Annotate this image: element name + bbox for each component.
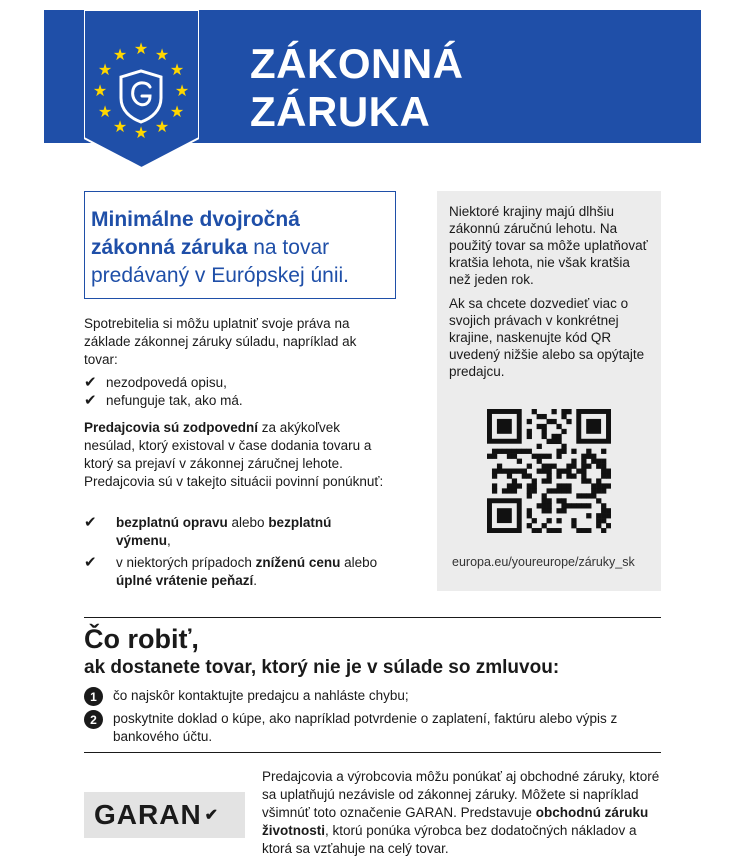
paragraph-rights: Spotrebitelia si môžu uplatniť svoje práva na základe zákonnej záruky súladu, napríklad ak tovar:	[84, 316, 357, 367]
svg-text:★: ★	[112, 117, 128, 136]
list-item	[84, 392, 384, 410]
svg-text:★: ★	[169, 102, 185, 121]
svg-text:★: ★	[97, 60, 113, 79]
section-subheading: ak dostanete tovar, ktorý nie je v súlade so zmluvou:	[84, 657, 560, 678]
text-or: alebo	[340, 555, 378, 570]
garan-logo-text: GARAN	[94, 799, 202, 830]
step-number: 1	[84, 687, 103, 706]
eu-guarantee-shield-icon	[84, 10, 199, 168]
check-icon: ✔	[84, 374, 97, 391]
text-period: .	[253, 573, 258, 588]
title-line-1: ZÁKONNÁ	[250, 40, 464, 87]
garan-text-bold: obchodnú záruku životnosti	[262, 805, 649, 838]
svg-text:★: ★	[133, 39, 149, 58]
step-number: 2	[84, 710, 103, 729]
nonconformity-list	[84, 374, 384, 410]
divider	[84, 752, 661, 753]
garan-description	[262, 768, 662, 858]
step-text: poskytnite doklad o kúpe, ako napríklad potvrdenie o zaplatení, faktúru alebo výpis z bankového účtu.	[113, 711, 618, 744]
svg-text:★: ★	[174, 81, 190, 100]
title-line-2: ZÁRUKA	[250, 88, 431, 135]
sidebar-paragraph-1: Niektoré krajiny majú dlhšiu zákonnú záručnú lehotu. Na použitý tovar sa môže uplatňovať kratšia lehota, nie však kratšia než jeden rok.	[449, 204, 648, 287]
text-comma: ,	[167, 533, 171, 548]
page-title	[250, 40, 463, 136]
check-icon: ✔	[204, 807, 220, 824]
step-item	[84, 710, 664, 746]
svg-text:★: ★	[92, 81, 108, 100]
check-icon: ✔	[84, 392, 97, 409]
list-item-text: nezodpovedá opisu,	[106, 375, 227, 390]
list-item	[84, 554, 389, 590]
intro-rest: na tovar predávaný v Európskej únii.	[91, 236, 349, 287]
svg-text:★: ★	[133, 123, 149, 142]
divider	[84, 617, 661, 618]
text-some-cases: v niektorých prípadoch	[116, 555, 256, 570]
svg-text:★: ★	[169, 60, 185, 79]
sidebar-paragraph-2: Ak sa chcete dozvedieť viac o svojich právach v konkrétnej krajine, naskenujte kód QR uvedený nižšie alebo sa opýtajte predajcu.	[449, 296, 645, 379]
list-item-text: nefunguje tak, ako má.	[106, 393, 243, 408]
garan-logo	[84, 792, 245, 838]
full-refund: úplné vrátenie peňazí	[116, 573, 254, 588]
step-item	[84, 687, 664, 706]
svg-text:★: ★	[154, 117, 170, 136]
list-item	[84, 514, 389, 550]
check-icon: ✔	[84, 514, 97, 531]
list-item-text	[106, 514, 389, 550]
info-url[interactable]: europa.eu/youreurope/záruky_sk	[452, 555, 635, 569]
step-text: čo najskôr kontaktujte predajcu a nahláste chybu;	[113, 688, 409, 703]
free-repair: bezplatnú opravu	[116, 515, 228, 530]
qr-code[interactable]	[487, 409, 611, 533]
remedies-list	[84, 514, 389, 590]
free-replacement: bezplatnú výmenu	[116, 515, 332, 548]
svg-text:★: ★	[154, 45, 170, 64]
intro-bold: Minimálne dvojročná zákonná záruka	[91, 208, 300, 259]
steps-list	[84, 687, 664, 750]
price-reduction: zníženú cenu	[255, 555, 341, 570]
sellers-rest: za akýkoľvek nesúlad, ktorý existoval v čase dodania tovaru a ktorý sa prejaví v zákonnej záručnej lehote. Predajcovia sú v takejto situácii povinní ponúknuť:	[84, 420, 384, 489]
garan-text-pre: Predajcovia a výrobcovia môžu ponúkať aj obchodné záruky, ktoré sa uplatňujú nezávisle od zákonnej záruky. Môžete si napríklad všimnúť toto označenie GARAN. Predstavuje	[262, 769, 660, 820]
list-item	[84, 374, 384, 392]
section-heading: Čo robiť,	[84, 624, 199, 654]
check-icon: ✔	[84, 554, 97, 571]
intro-box	[84, 191, 396, 299]
info-sidebar	[437, 191, 661, 591]
paragraph-sellers	[84, 419, 389, 491]
garan-text-post: , ktorú ponúka výrobca bez dodatočných nákladov a ktorá sa vzťahuje na celý tovar.	[262, 823, 637, 856]
text-or: alebo	[227, 515, 269, 530]
list-item-text	[106, 554, 389, 590]
svg-text:★: ★	[112, 45, 128, 64]
sellers-bold: Predajcovia sú zodpovední	[84, 420, 259, 435]
svg-text:★: ★	[97, 102, 113, 121]
